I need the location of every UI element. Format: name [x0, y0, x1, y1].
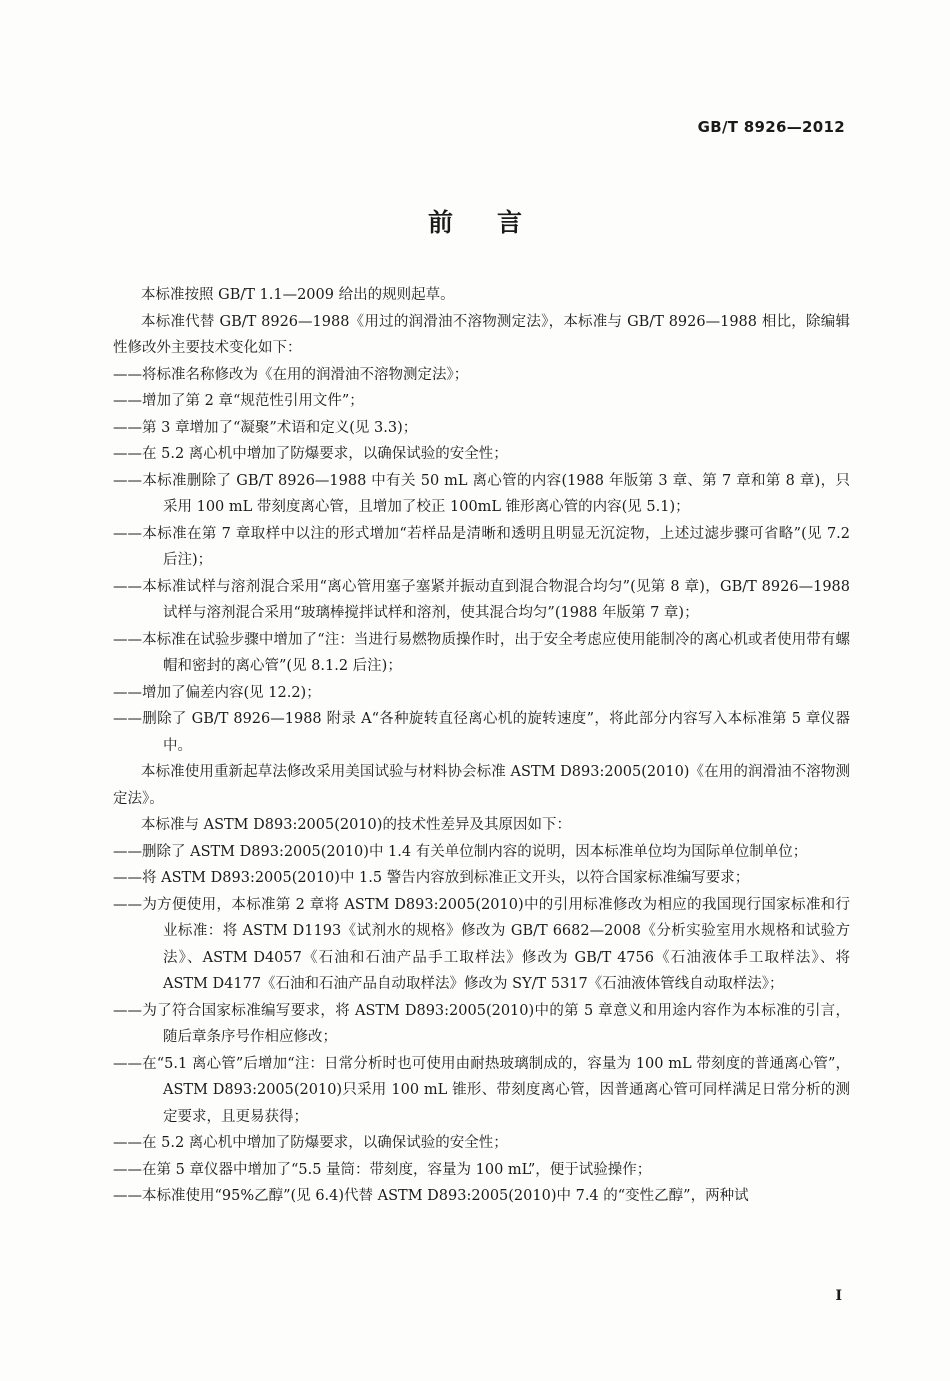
list-item: ——在 5.2 离心机中增加了防爆要求，以确保试验的安全性；	[113, 446, 508, 462]
list-item: ——增加了偏差内容(见 12.2)；	[113, 684, 321, 701]
list-item: ——为方便使用，本标准第 2 章将 ASTM D893:2005(2010)中的引用标准修改为相应的我国现行国家标准和行业标准：将 ASTM D1193《试剂水的规格》修改为 GB/T 6682—2008《分析实验室用水规格和试验方法》、ASTM D4057《石油和石油产品手工取样法》修改为 GB/T 4756《石油液体手工取样法》、将 ASTM D4177《石油和石油产品自动取样法》修改为 SY/T 5317《石油液体管线自动取样法》；	[113, 896, 850, 992]
paragraph: 本标准与 ASTM D893:2005(2010)的技术性差异及其原因如下：	[141, 817, 571, 833]
list-item: ——本标准试样与溶剂混合采用“离心管用塞子塞紧并振动直到混合物混合均匀”(见第 8 章)，GB/T 8926—1988 试样与溶剂混合采用“玻璃棒搅拌试样和溶剂，使其混合均匀”(1988 年版第 7 章)；	[113, 578, 850, 621]
document-body	[113, 282, 850, 1210]
page-number: I	[835, 1288, 842, 1304]
list-item: ——删除了 ASTM D893:2005(2010)中 1.4 有关单位制内容的说明，因本标准单位均为国际单位制单位；	[113, 843, 808, 860]
paragraph: 本标准使用重新起草法修改采用美国试验与材料协会标准 ASTM D893:2005(2010)《在用的润滑油不溶物测定法》。	[113, 764, 850, 807]
list-item: ——在第 5 章仪器中增加了“5.5 量筒：带刻度，容量为 100 mL”，便于试验操作；	[113, 1161, 652, 1178]
paragraph: 本标准代替 GB/T 8926—1988《用过的润滑油不溶物测定法》，本标准与 GB/T 8926—1988 相比，除编辑性修改外主要技术变化如下：	[113, 313, 850, 356]
list-item: ——为了符合国家标准编写要求，将 ASTM D893:2005(2010)中的第 5 章意义和用途内容作为本标准的引言，随后章条序号作相应修改；	[113, 1002, 850, 1045]
list-item: ——删除了 GB/T 8926—1988 附录 A“各种旋转直径离心机的旋转速度”，将此部分内容写入本标准第 5 章仪器中。	[113, 711, 850, 754]
list-item: ——将标准名称修改为《在用的润滑油不溶物测定法》；	[113, 366, 469, 383]
list-item: ——本标准使用“95%乙醇”(见 6.4)代替 ASTM D893:2005(2010)中 7.4 的“变性乙醇”，两种试	[113, 1188, 749, 1204]
paragraph: 本标准按照 GB/T 1.1—2009 给出的规则起草。	[141, 287, 455, 303]
list-item: ——将 ASTM D893:2005(2010)中 1.5 警告内容放到标准正文开头，以符合国家标准编写要求；	[113, 870, 750, 886]
list-item: ——第 3 章增加了“凝聚”术语和定义(见 3.3)；	[113, 419, 418, 436]
list-item: ——在“5.1 离心管”后增加“注：日常分析时也可使用由耐热玻璃制成的，容量为 100 mL 带刻度的普通离心管”，ASTM D893:2005(2010)只采用 100 mL 锥形、带刻度离心管，因普通离心管可同样满足日常分析的测定要求，且更易获得；	[113, 1055, 850, 1125]
list-item: ——在 5.2 离心机中增加了防爆要求，以确保试验的安全性；	[113, 1135, 508, 1151]
list-item: ——本标准在第 7 章取样中以注的形式增加“若样品是清晰和透明且明显无沉淀物，上述过滤步骤可省略”(见 7.2 后注)；	[113, 525, 850, 568]
list-item: ——本标准在试验步骤中增加了“注：当进行易燃物质操作时，出于安全考虑应使用能制冷的离心机或者使用带有螺帽和密封的离心管”(见 8.1.2 后注)；	[113, 631, 850, 674]
page-title: 前言	[427, 208, 566, 237]
standard-number: GB/T 8926—2012	[697, 118, 845, 136]
list-item: ——增加了第 2 章“规范性引用文件”；	[113, 393, 364, 409]
list-item: ——本标准删除了 GB/T 8926—1988 中有关 50 mL 离心管的内容(1988 年版第 3 章、第 7 章和第 8 章)，只采用 100 mL 带刻度离心管，且增加了校正 100mL 锥形离心管的内容(见 5.1)；	[113, 472, 850, 515]
